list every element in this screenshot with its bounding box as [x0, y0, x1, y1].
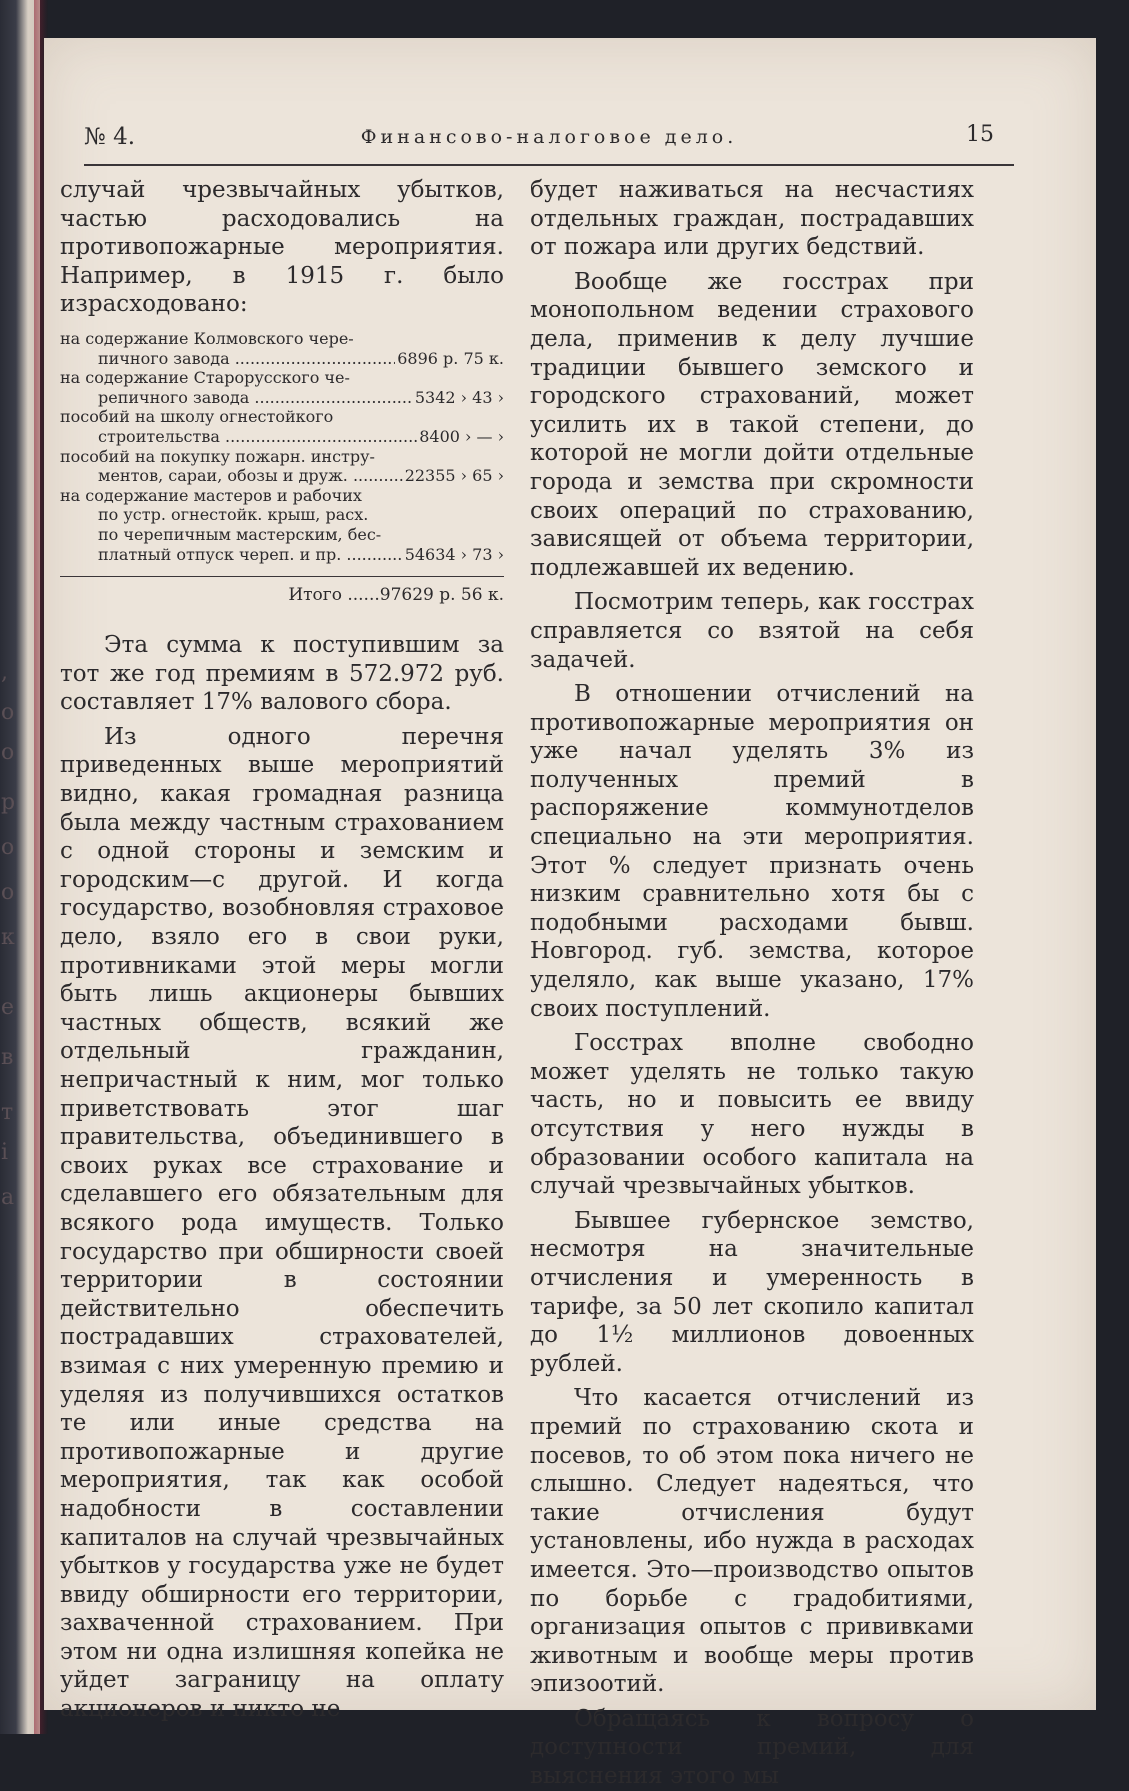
- body-paragraph: Обращаясь к вопросу о доступности премий, для выяснения этого мы: [530, 1705, 974, 1790]
- margin-fragment: о: [1, 700, 15, 725]
- body-paragraph: Вообще же госстрах при монопольном ведении страхового дела, применив к делу лучшие традиции бывшего земского и городского страхований, может усилить их в такой степени, до которой не могли дойти отдельные города и земства при скромности своих операций по страхованию, зависящей от объема территории, подлежавшей их ведению.: [530, 268, 974, 581]
- journal-page: [44, 38, 1096, 1790]
- body-paragraph: Госстрах вполне свободно может уделять не только такую часть, но и повысить ее ввиду отсутствия у него нужды в образовании особого капитала на случай чрезвычайных убытков.: [530, 1030, 974, 1200]
- expense-item: [60, 368, 504, 407]
- expense-label: на содержание Колмовского чере-: [60, 328, 354, 348]
- body-paragraph: будет наживаться на несчастиях отдельных граждан, пострадавших от пожара или других бедствий.: [530, 177, 974, 261]
- body-paragraph: Эта сумма к поступившим за тот же год премиям в 572.972 руб. составляет 17% валового сбора.: [60, 632, 504, 716]
- expense-amount: 5342 › 43 ›: [414, 387, 504, 407]
- body-paragraph: Бывшее губернское земство, несмотря на значительные отчисления и умеренность в тарифе, за 50 лет скопило капитал до 1½ миллионов довоенных рублей.: [530, 1207, 974, 1377]
- right-column: [530, 176, 974, 1791]
- margin-fragment: р: [1, 790, 16, 815]
- margin-fragment: о: [1, 880, 15, 905]
- expense-total: Итого ......97629 р. 56 к.: [288, 585, 504, 606]
- expense-label-cont: по черепичным мастерским, бес-: [98, 524, 382, 544]
- expense-label: на содержание мастеров и рабочих: [60, 485, 362, 505]
- expense-label-cont: репичного завода .....: [98, 388, 413, 408]
- expense-label-cont: пичного завода .....: [98, 349, 395, 369]
- expense-item: [60, 329, 504, 368]
- margin-fragment: і: [1, 1140, 9, 1165]
- expense-label-cont: ментов, сараи, обозы и друж. .....: [98, 466, 403, 486]
- expense-label-cont: по устр. огнестойк. крыш, расх.: [98, 505, 369, 525]
- body-paragraph: Что касается отчислений из премий по страхованию скота и посевов, то об этом пока ничего не слышно. Следует надеяться, что такие отчисления будут установлены, ибо нужда в расходах имеется. Это—производство опытов по борьбе с градобитиями, организация опытов с прививками животным и вообще меры против эпизоотий.: [530, 1385, 974, 1698]
- body-paragraph: Из одного перечня приведенных выше мероприятий видно, какая громадная разница была между частным страхованием с одной стороны и земским и городским—с другой. И когда государство, возобновляя страховое дело, взяло его в свои руки, противниками этой меры могли быть лишь акционеры бывших частных обществ, всякий же отдельный гражданин, непричастный к ним, мог только приветствовать этог шаг правительства, объединившего в своих руках все страхование и сделавшего его обязательным для всякого рода имуществ. Только государство при обширности своей территории в состоянии действительно обеспечить пострадавших страхователей, взимая с них умеренную премию и уделяя из получившихся остатков те или иные средства на противопожарные и другие мероприятия, так как особой надобности в составлении капиталов на случай чрезвычайных убытков у государства уже не будет ввиду обширности его территории, захваченной страхованием. При этом ни одна излишняя копейка не уйдет заграницу на оплату акционеров и никто не: [60, 723, 504, 1723]
- journal-title: Финансово-налоговое дело.: [360, 126, 738, 148]
- margin-fragment: е: [1, 995, 15, 1020]
- issue-number: № 4.: [84, 124, 136, 150]
- total-rule: [60, 576, 504, 577]
- expense-amount: 8400 › — ›: [419, 426, 504, 446]
- margin-fragment: ,: [1, 660, 8, 685]
- page-number: 15: [966, 122, 994, 147]
- expense-label: на содержание Старорусского че-: [60, 368, 350, 388]
- running-header: [84, 124, 1014, 166]
- body-paragraph: В отношении отчислений на противопожарные мероприятия он уже начал уделять 3% из полученных премий в распоряжение коммунотделов специально на эти мероприятия. Этот % следует признать очень низким сравнительно хотя бы с подобными расходами бывш. Новгород. губ. земства, которое уделяло, как выше указано, 17% своих поступлений.: [530, 681, 974, 1022]
- margin-fragment: к: [1, 925, 15, 950]
- left-column: [60, 176, 504, 1724]
- expense-item: [60, 486, 504, 564]
- margin-fragment: т: [1, 1100, 14, 1125]
- expense-amount: 54634 › 73 ›: [404, 544, 504, 564]
- margin-fragment: о: [1, 835, 15, 860]
- expense-item: [60, 407, 504, 446]
- expense-item: [60, 447, 504, 486]
- body-paragraph: Посмотрим теперь, как госстрах справляется со взятой на себя задачей.: [530, 589, 974, 673]
- expense-list: [60, 329, 504, 564]
- expense-label: пособий на школу огнестойкого: [60, 407, 334, 427]
- expense-amount: 22355 › 65 ›: [404, 466, 504, 486]
- intro-paragraph: случай чрезвычайных убытков, частью расходовались на противопожарные мероприятия. Например, в 1915 г. было израсходовано:: [60, 177, 504, 318]
- expense-amount: 6896 р. 75 к.: [397, 348, 504, 368]
- expense-label: пособий на покупку пожарн. инстру-: [60, 446, 375, 466]
- expense-label-cont: строительства .....: [98, 427, 417, 447]
- margin-fragment: о: [1, 740, 15, 765]
- margin-fragment: а: [1, 1185, 15, 1210]
- expense-label-cont: платный отпуск череп. и пр. .....: [98, 545, 403, 565]
- margin-fragment: в: [1, 1045, 14, 1070]
